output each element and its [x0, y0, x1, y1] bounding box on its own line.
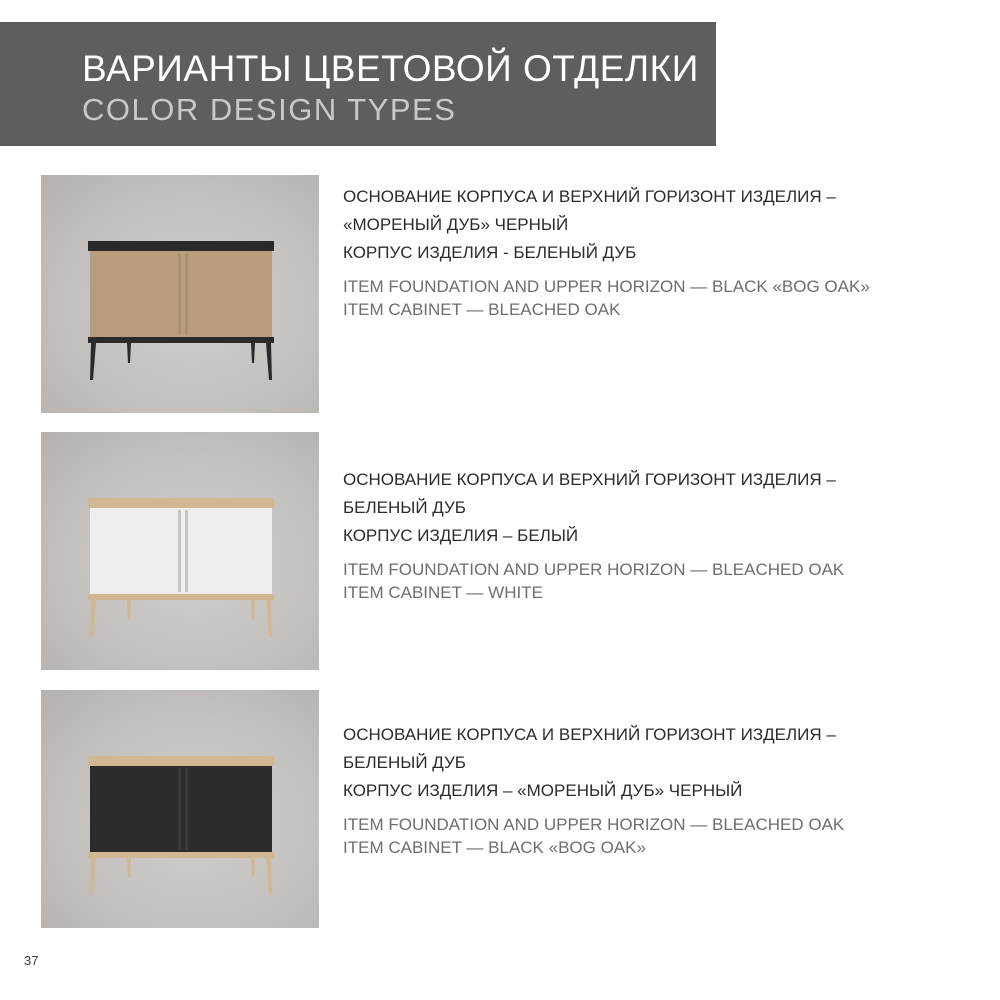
cabinet-leg — [266, 343, 272, 380]
cabinet-leg — [90, 600, 96, 637]
cabinet-illustration — [41, 175, 319, 413]
variant-description-2 — [343, 466, 983, 604]
cabinet-illustration — [41, 690, 319, 928]
cabinet-base — [88, 852, 274, 858]
cabinet-illustration — [41, 432, 319, 670]
variant-en-line: ITEM FOUNDATION AND UPPER HORIZON — BLEACHED OAK — [343, 815, 845, 834]
variant-ru-line: КОРПУС ИЗДЕЛИЯ - БЕЛЕНЫЙ ДУБ — [343, 243, 637, 262]
door-handle — [185, 253, 188, 335]
page-title-ru: ВАРИАНТЫ ЦВЕТОВОЙ ОТДЕЛКИ — [82, 48, 699, 89]
cabinet-top — [88, 756, 274, 766]
variant-en-line: ITEM FOUNDATION AND UPPER HORIZON — BLACK «BOG OAK» — [343, 277, 870, 296]
cabinet-photo-black-body — [41, 690, 319, 928]
variant-ru-line: КОРПУС ИЗДЕЛИЯ – БЕЛЫЙ — [343, 526, 579, 545]
door-handle — [178, 510, 181, 592]
variant-en-line: ITEM CABINET — BLEACHED OAK — [343, 300, 621, 319]
cabinet-leg — [266, 858, 272, 895]
door-handle — [185, 768, 188, 850]
variant-description-3 — [343, 721, 983, 859]
cabinet-base — [88, 594, 274, 600]
door-handle — [185, 510, 188, 592]
cabinet-leg — [251, 858, 255, 878]
variant-ru-line: КОРПУС ИЗДЕЛИЯ – «МОРЕНЫЙ ДУБ» ЧЕРНЫЙ — [343, 781, 743, 800]
cabinet-leg — [266, 600, 272, 637]
variant-description-1 — [343, 183, 983, 321]
variant-ru-line: «МОРЕНЫЙ ДУБ» ЧЕРНЫЙ — [343, 215, 569, 234]
cabinet-base — [88, 337, 274, 343]
cabinet-leg — [251, 600, 255, 620]
cabinet-photo-white — [41, 432, 319, 670]
cabinet-leg — [127, 600, 131, 620]
door-handle — [178, 253, 181, 335]
cabinet-top — [88, 498, 274, 508]
cabinet-top — [88, 241, 274, 251]
page-header — [0, 22, 716, 146]
page-number: 37 — [24, 953, 39, 968]
cabinet-leg — [127, 343, 131, 363]
variant-en-line: ITEM FOUNDATION AND UPPER HORIZON — BLEACHED OAK — [343, 560, 845, 579]
door-handle — [178, 768, 181, 850]
variant-ru-line: БЕЛЕНЫЙ ДУБ — [343, 498, 466, 517]
variant-ru-line: ОСНОВАНИЕ КОРПУСА И ВЕРХНИЙ ГОРИЗОНТ ИЗДЕЛИЯ – — [343, 470, 836, 489]
cabinet-leg — [127, 858, 131, 878]
variant-en-line: ITEM CABINET — BLACK «BOG OAK» — [343, 838, 646, 857]
cabinet-leg — [90, 343, 96, 380]
variant-ru-line: ОСНОВАНИЕ КОРПУСА И ВЕРХНИЙ ГОРИЗОНТ ИЗДЕЛИЯ – — [343, 725, 836, 744]
cabinet-leg — [90, 858, 96, 895]
cabinet-photo-black-oak — [41, 175, 319, 413]
variant-ru-line: БЕЛЕНЫЙ ДУБ — [343, 753, 466, 772]
variant-en-line: ITEM CABINET — WHITE — [343, 583, 543, 602]
cabinet-leg — [251, 343, 255, 363]
variant-ru-line: ОСНОВАНИЕ КОРПУСА И ВЕРХНИЙ ГОРИЗОНТ ИЗДЕЛИЯ – — [343, 187, 836, 206]
page-title-en: COLOR DESIGN TYPES — [82, 92, 457, 127]
